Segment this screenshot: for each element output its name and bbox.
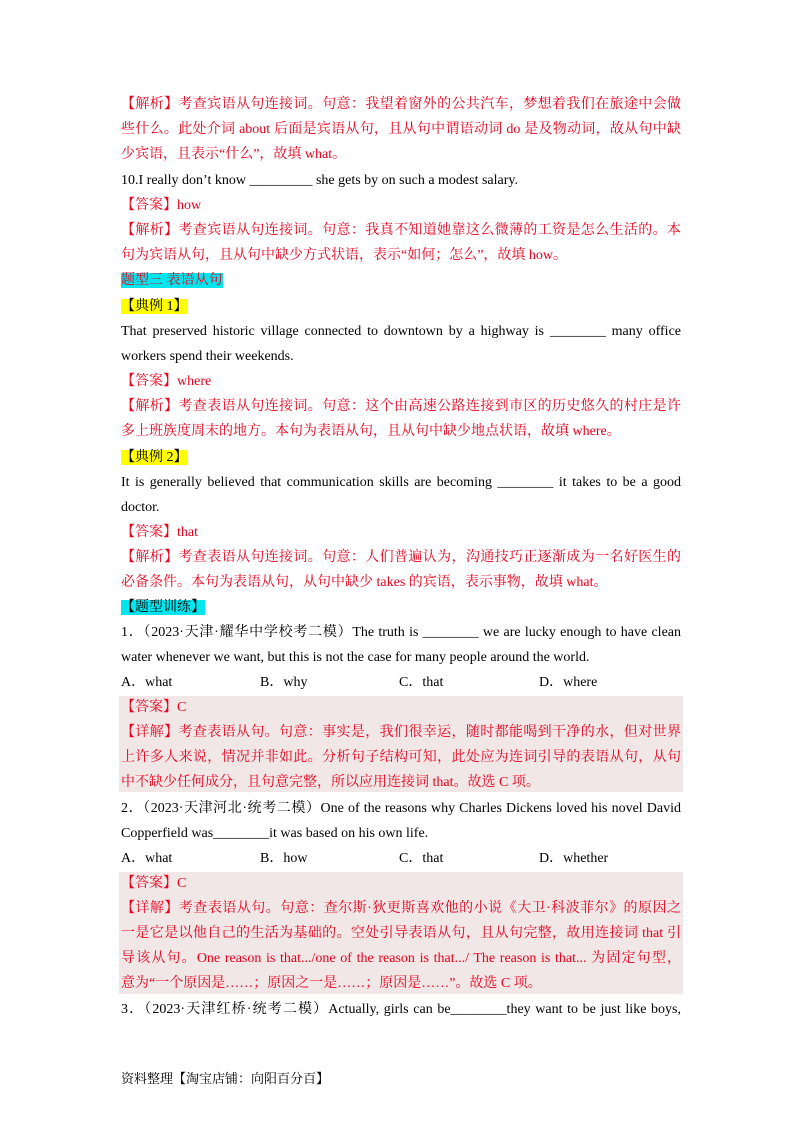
- page-footer: 资料整理【淘宝店铺：向阳百分百】: [121, 1071, 330, 1086]
- question-1-line-1: 1．（2023·天津·耀华中学校考二模）The truth is ________ we are lucky enough to have clean: [121, 625, 681, 640]
- analysis-10-line-1: 【解析】考查宾语从句连接词。句意：我真不知道她靠这么微薄的工资是怎么生活的。本: [121, 223, 681, 238]
- question-2-line-1: 2．（2023·天津河北·统考二模）One of the reasons why Charles Dickens loved his novel David: [121, 801, 681, 816]
- question-2-option-c: C．that: [399, 851, 444, 866]
- example-2-answer: 【答案】that: [121, 525, 198, 540]
- question-1-detail-line-3: 中不缺少任何成分，且句意完整，所以应用连接词 that。故选 C 项。: [121, 775, 540, 790]
- example-1-analysis-line-2: 多上班族度周末的地方。本句为表语从句，且从句中缺少地点状语，故填 where。: [121, 424, 621, 439]
- example-1-analysis-line-1: 【解析】考查表语从句连接词。句意：这个由高速公路连接到市区的历史悠久的村庄是许: [121, 399, 681, 414]
- question-1-option-b: B．why: [260, 675, 308, 690]
- question-1-answer: 【答案】C: [121, 700, 187, 715]
- section-title-type3-text: 题型三 表语从句: [121, 273, 223, 288]
- analysis-10-line-2: 句为宾语从句，且从句中缺少方式状语，表示“如何；怎么”，故填 how。: [121, 248, 568, 263]
- question-2-option-a: A．what: [121, 851, 173, 866]
- question-2-detail-line-1: 【详解】考查表语从句。句意：查尔斯·狄更斯喜欢他的小说《大卫·科波菲尔》的原因之: [121, 901, 681, 916]
- question-2-detail-line-2: 一是它是以他自己的生活为基础的。空处引导表语从句，且从句完整，故用连接词 that 引: [121, 926, 681, 941]
- question-3-line-1: 3．（2023·天津红桥·统考二模）Actually, girls can be________they want to be just like boys,: [121, 1002, 681, 1017]
- example-2-line-2: doctor.: [121, 500, 160, 515]
- question-1-line-2: water whenever we want, but this is not the case for many people around the world.: [121, 650, 590, 665]
- example-2-label: [121, 449, 681, 467]
- training-label-text: 【题型训练】: [121, 600, 205, 615]
- example-2-label-text: 【典例 2】: [121, 450, 188, 465]
- question-2-answer: 【答案】C: [121, 876, 187, 891]
- question-1-option-d: D．where: [539, 675, 598, 690]
- question-2-line-2: Copperfield was________it was based on his own life.: [121, 826, 429, 841]
- example-1-line-1: That preserved historic village connected to downtown by a highway is ________ many office: [121, 324, 681, 339]
- example-1-answer: 【答案】where: [121, 374, 212, 389]
- analysis-9-line-3: 少宾语，且表示“什么”，故填 what。: [121, 147, 347, 162]
- example-2-analysis-line-1: 【解析】考查表语从句连接词。句意：人们普遍认为，沟通技巧正逐渐成为一名好医生的: [121, 550, 681, 565]
- example-1-label: [121, 298, 681, 316]
- training-label: [121, 599, 681, 617]
- question-2-detail-line-4: 意为“一个原因是……；原因之一是……；原因是……”。故选 C 项。: [121, 976, 542, 991]
- analysis-9-line-2: 些什么。此处介词 about 后面是宾语从句，且从句中谓语动词 do 是及物动词，故从句中缺: [121, 122, 681, 137]
- example-1-label-text: 【典例 1】: [121, 299, 188, 314]
- question-2-option-d: D．whether: [539, 851, 609, 866]
- question-1-detail-line-1: 【详解】考查表语从句。句意：事实是，我们很幸运，随时都能喝到干净的水，但对世界: [121, 725, 681, 740]
- example-2-analysis-line-2: 必备条件。本句为表语从句，从句中缺少 takes 的宾语，表示事物，故填 what。: [121, 575, 608, 590]
- question-2-detail-line-3: 导该从句。One reason is that.../one of the reason is that.../ The reason is that... 为固定句型，: [121, 951, 681, 966]
- question-10: 10.I really don’t know _________ she gets by on such a modest salary.: [121, 173, 518, 188]
- question-1-option-c: C．that: [399, 675, 444, 690]
- question-1-detail-line-2: 上许多人来说，情况并非如此。分析句子结构可知，此处应为连词引导的表语从句，从句: [121, 750, 681, 765]
- answer-10: 【答案】how: [121, 198, 202, 213]
- question-2-option-b: B．how: [260, 851, 308, 866]
- question-1-option-a: A．what: [121, 675, 173, 690]
- analysis-9-line-1: 【解析】考查宾语从句连接词。句意：我望着窗外的公共汽车，梦想着我们在旅途中会做: [121, 97, 681, 112]
- example-2-line-1: It is generally believed that communication skills are becoming ________ it takes to be a good: [121, 475, 681, 490]
- section-title-type3: [121, 272, 681, 290]
- example-1-line-2: workers spend their weekends.: [121, 349, 294, 364]
